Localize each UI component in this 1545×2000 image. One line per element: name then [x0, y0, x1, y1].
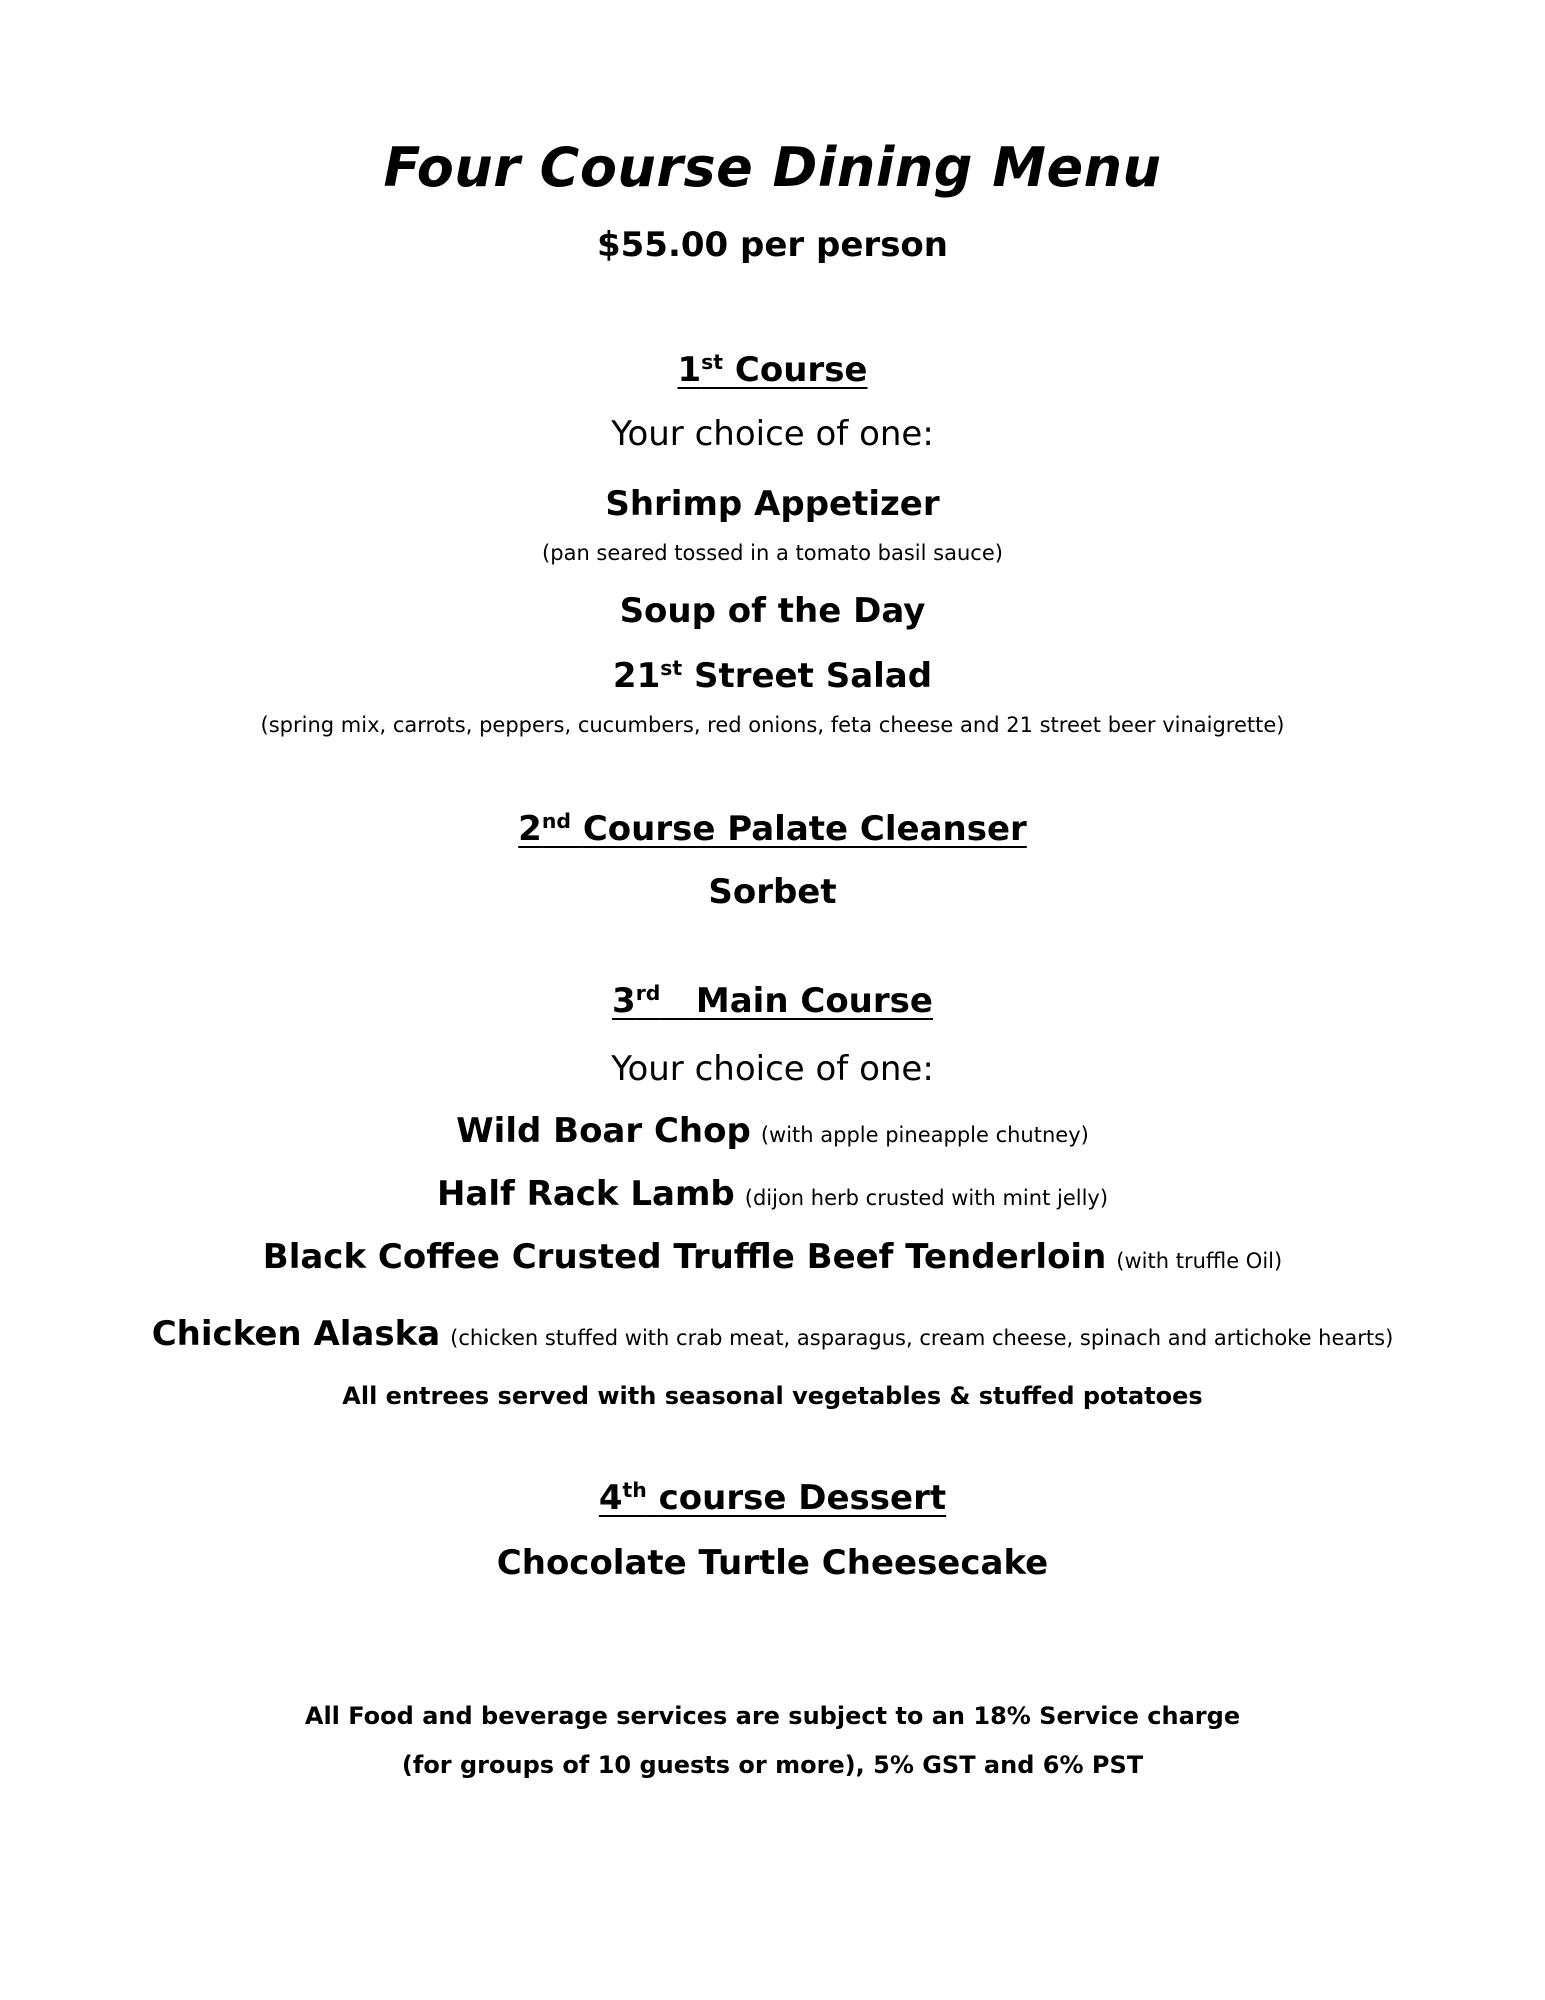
menu-price: $55.00 per person — [596, 225, 948, 265]
salad-suffix: st — [660, 655, 683, 680]
boar-name: Wild Boar Chop — [456, 1111, 751, 1151]
lamb-desc: (dijon herb crusted with mint jelly) — [744, 1186, 1109, 1210]
course3-item-beef — [0, 1237, 1545, 1277]
course1-item-soup: Soup of the Day — [619, 591, 926, 631]
boar-desc: (with apple pineapple chutney) — [760, 1123, 1089, 1147]
salad-number: 21 — [612, 656, 661, 696]
course2-suffix: nd — [541, 808, 571, 833]
course1-item-salad — [0, 655, 1545, 696]
course1-number: 1 — [677, 350, 702, 390]
course1-item-shrimp-desc: (pan seared tossed in a tomato basil sauce) — [542, 541, 1003, 565]
course4-item-cheesecake: Chocolate Turtle Cheesecake — [496, 1543, 1049, 1583]
chicken-name: Chicken Alaska — [151, 1314, 441, 1354]
course3-choice-label: Your choice of one: — [611, 1049, 934, 1089]
course2-number: 2 — [518, 809, 542, 849]
course3-item-chicken — [0, 1314, 1545, 1354]
course2-heading — [0, 808, 1545, 849]
course4-suffix: th — [622, 1477, 647, 1502]
course1-item-shrimp: Shrimp Appetizer — [605, 484, 940, 524]
footer-line-2: (for groups of 10 guests or more), 5% GST and 6% PST — [401, 1751, 1144, 1779]
footer-line-1: All Food and beverage services are subject to an 18% Service charge — [304, 1702, 1241, 1730]
beef-name: Black Coffee Crusted Truffle Beef Tenderloin — [262, 1237, 1107, 1277]
course3-name: Main Course — [695, 981, 933, 1021]
course4-number: 4 — [598, 1478, 623, 1518]
salad-name: Street Salad — [693, 656, 933, 696]
course1-suffix: st — [701, 349, 724, 374]
course2-name: Course Palate Cleanser — [582, 809, 1027, 849]
course1-item-salad-desc: (spring mix, carrots, peppers, cucumbers, red onions, feta cheese and 21 street beer vinaigrette) — [260, 713, 1285, 737]
course4-heading — [0, 1477, 1545, 1518]
chicken-desc: (chicken stuffed with crab meat, asparagus, cream cheese, spinach and artichoke hearts) — [450, 1326, 1394, 1350]
course3-item-boar — [0, 1111, 1545, 1151]
course3-note: All entrees served with seasonal vegetables & stuffed potatoes — [342, 1382, 1203, 1410]
course2-item-sorbet: Sorbet — [708, 872, 837, 912]
course1-name: Course — [734, 350, 868, 390]
course1-heading — [0, 349, 1545, 390]
course3-number: 3 — [612, 981, 636, 1021]
course3-heading — [0, 980, 1545, 1021]
course4-name: course Dessert — [658, 1478, 947, 1518]
course3-suffix: rd — [635, 980, 661, 1005]
beef-desc: (with truffle Oil) — [1116, 1249, 1283, 1273]
course3-item-lamb — [0, 1174, 1545, 1214]
menu-title: Four Course Dining Menu — [383, 136, 1162, 199]
lamb-name: Half Rack Lamb — [436, 1174, 735, 1214]
course1-choice-label: Your choice of one: — [611, 414, 934, 454]
